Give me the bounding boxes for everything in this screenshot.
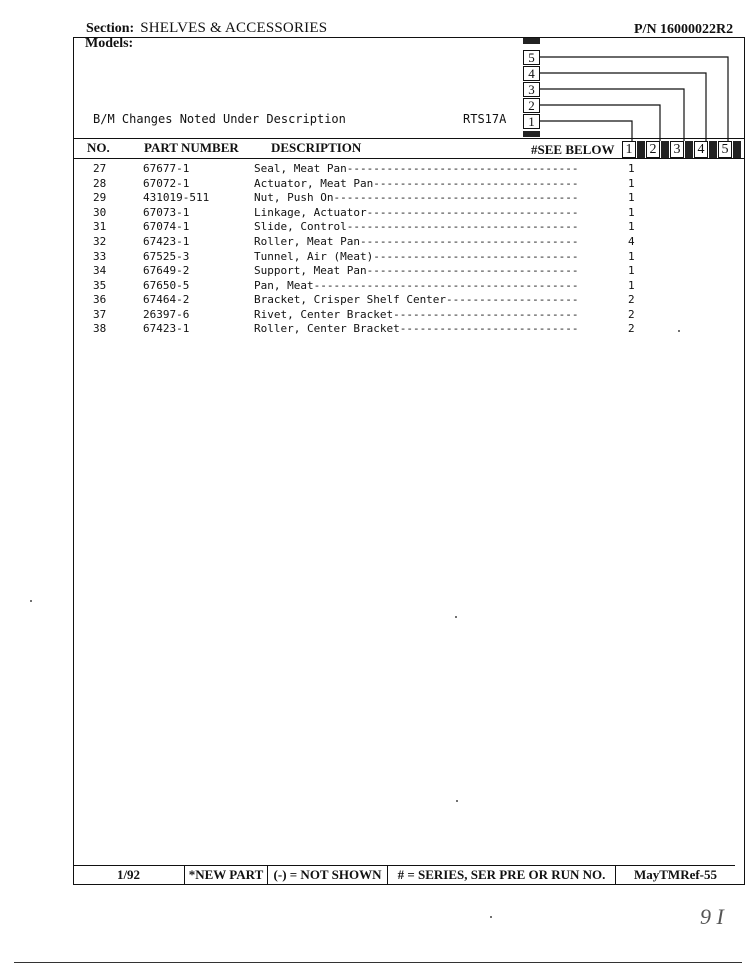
- row-no: 30: [93, 206, 107, 219]
- table-row: [0, 279, 750, 294]
- footer-date: 1/92: [73, 866, 185, 884]
- series-col-3: 3: [670, 141, 684, 158]
- handwritten-page-mark: 9 I: [700, 904, 724, 929]
- series-col-2: 2: [646, 141, 660, 158]
- connector-4: [540, 73, 706, 141]
- row-part-number: 67649-2: [143, 264, 190, 277]
- series-col-divider: [661, 141, 669, 158]
- row-no: 28: [93, 177, 107, 190]
- col-header-part-number: PART NUMBER: [144, 140, 239, 155]
- row-quantity: 1: [628, 191, 635, 204]
- row-no: 36: [93, 293, 107, 306]
- scan-speck: [30, 600, 32, 602]
- table-row: [0, 177, 750, 192]
- table-row: [0, 220, 750, 235]
- row-description: Roller, Meat Pan---------------------------------: [254, 235, 579, 248]
- table-row: [0, 191, 750, 206]
- col-header-no: NO.: [87, 140, 110, 155]
- row-description: Bracket, Crisper Shelf Center--------------------: [254, 293, 579, 306]
- scan-speck: [455, 616, 457, 618]
- series-col-4: 4: [694, 141, 708, 158]
- row-description: Slide, Control-----------------------------------: [254, 220, 579, 233]
- connector-2: [540, 105, 660, 141]
- series-box-2: 2: [523, 98, 540, 113]
- header-separator: [73, 138, 745, 139]
- row-part-number: 431019-511: [143, 191, 210, 204]
- row-no: 37: [93, 308, 107, 321]
- col-header-description: DESCRIPTION: [271, 140, 362, 155]
- row-description: Seal, Meat Pan-----------------------------------: [254, 162, 579, 175]
- footer-legend: [73, 865, 735, 885]
- row-part-number: 67677-1: [143, 162, 190, 175]
- table-row: [0, 250, 750, 265]
- footer-series-note: # = SERIES, SER PRE OR RUN NO.: [388, 866, 616, 884]
- series-box-5: 5: [523, 50, 540, 65]
- series-col-5: 5: [718, 141, 732, 158]
- table-row: [0, 293, 750, 308]
- scan-speck: [678, 330, 680, 332]
- series-col-divider: [709, 141, 717, 158]
- row-quantity: 2: [628, 308, 635, 321]
- part-number-heading: P/N 16000022R2: [634, 22, 734, 37]
- row-description: Actuator, Meat Pan-------------------------------: [254, 177, 579, 190]
- row-part-number: 67074-1: [143, 220, 190, 233]
- series-box-3: 3: [523, 82, 540, 97]
- row-quantity: 1: [628, 279, 635, 292]
- row-description: Pan, Meat----------------------------------------: [254, 279, 579, 292]
- row-part-number: 67650-5: [143, 279, 190, 292]
- series-col-divider: [733, 141, 741, 158]
- scan-speck: [490, 916, 492, 918]
- row-no: 31: [93, 220, 107, 233]
- row-no: 33: [93, 250, 107, 263]
- section-value: SHELVES & ACCESSORIES: [140, 20, 328, 36]
- footer-not-shown: (-) = NOT SHOWN: [268, 866, 388, 884]
- table-row: [0, 322, 750, 337]
- bottom-rule: [14, 962, 742, 963]
- row-part-number: 67464-2: [143, 293, 190, 306]
- row-quantity: 1: [628, 177, 635, 190]
- table-row: [0, 264, 750, 279]
- series-box-4: 4: [523, 66, 540, 81]
- series-col-divider: [637, 141, 645, 158]
- section-label: Section:: [86, 21, 135, 36]
- row-no: 35: [93, 279, 107, 292]
- series-col-1: 1: [622, 141, 636, 158]
- table-row: [0, 162, 750, 177]
- col-header-see-below: #SEE BELOW: [531, 142, 615, 157]
- row-description: Nut, Push On-------------------------------------: [254, 191, 579, 204]
- row-quantity: 1: [628, 162, 635, 175]
- column-header-separator: [73, 158, 745, 159]
- row-description: Rivet, Center Bracket----------------------------: [254, 308, 579, 321]
- row-part-number: 67525-3: [143, 250, 190, 263]
- row-quantity: 2: [628, 322, 635, 335]
- footer-new-part: *NEW PART: [185, 866, 268, 884]
- row-description: Linkage, Actuator--------------------------------: [254, 206, 579, 219]
- table-row: [0, 235, 750, 250]
- row-part-number: 67423-1: [143, 322, 190, 335]
- footer-reference: MayTMRef-55: [633, 867, 718, 882]
- row-no: 34: [93, 264, 107, 277]
- row-description: Roller, Center Bracket---------------------------: [254, 322, 579, 335]
- row-quantity: 2: [628, 293, 635, 306]
- table-row: [0, 206, 750, 221]
- row-quantity: 1: [628, 220, 635, 233]
- row-no: 29: [93, 191, 107, 204]
- row-quantity: 1: [628, 206, 635, 219]
- model-code: RTS17A: [463, 112, 507, 126]
- scan-speck: [456, 800, 458, 802]
- row-part-number: 67423-1: [143, 235, 190, 248]
- row-description: Tunnel, Air (Meat)-------------------------------: [254, 250, 579, 263]
- row-no: 32: [93, 235, 107, 248]
- connector-3: [540, 89, 684, 141]
- row-quantity: 1: [628, 264, 635, 277]
- row-description: Support, Meat Pan--------------------------------: [254, 264, 579, 277]
- row-quantity: 1: [628, 250, 635, 263]
- table-row: [0, 308, 750, 323]
- connector-5: [540, 57, 728, 141]
- row-quantity: 4: [628, 235, 635, 248]
- bm-changes-note: B/M Changes Noted Under Description: [93, 112, 346, 126]
- row-no: 27: [93, 162, 107, 175]
- row-part-number: 67073-1: [143, 206, 190, 219]
- row-no: 38: [93, 322, 107, 335]
- series-box-1: 1: [523, 114, 540, 129]
- series-col-divider: [685, 141, 693, 158]
- row-part-number: 26397-6: [143, 308, 190, 321]
- row-part-number: 67072-1: [143, 177, 190, 190]
- models-label: Models:: [85, 36, 134, 51]
